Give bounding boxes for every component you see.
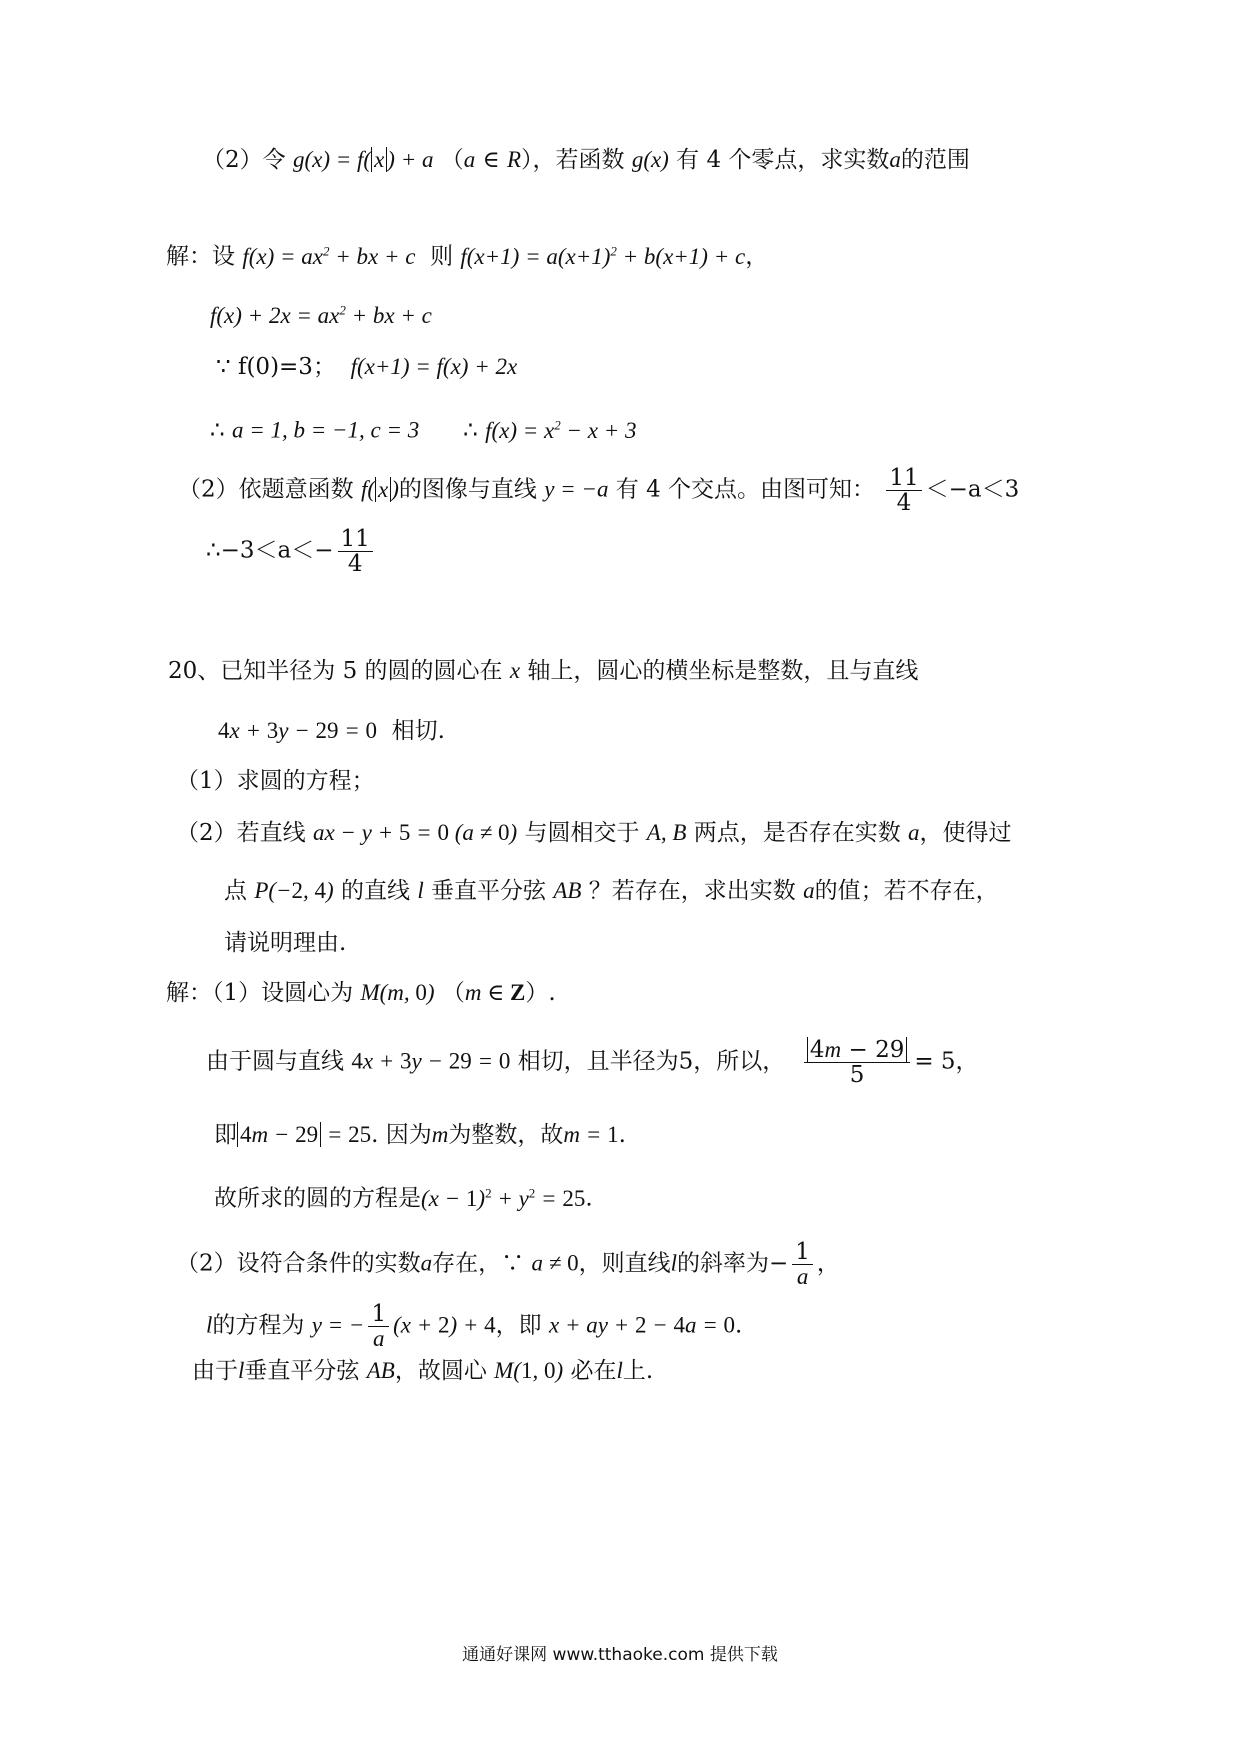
text: 的斜率为 xyxy=(676,1250,769,1277)
text: 有 4 个交点。由图可知： xyxy=(615,476,876,503)
math: x xyxy=(509,658,521,683)
text: 由于圆与直线 xyxy=(206,1048,344,1075)
math: = 5， xyxy=(914,1048,979,1075)
q19-part2-line xyxy=(202,145,970,175)
sol20-line-1 xyxy=(166,978,556,1008)
q20-part2-line-3 xyxy=(224,928,346,958)
math: $f(x) = x^2 - x + 3$ xyxy=(485,417,637,443)
math: P(−2, 4) xyxy=(254,878,334,903)
math: 4m − 29 = 25 xyxy=(237,1122,371,1147)
math: a xyxy=(420,1250,433,1276)
math: − xyxy=(768,1250,789,1277)
text: （2）设符合条件的实数 xyxy=(176,1250,421,1277)
text: （2）令 xyxy=(202,147,286,173)
text: 则 xyxy=(430,243,454,270)
text: 解：设 xyxy=(166,243,235,270)
sol20-abs-line: 即 4m − 29 = 25. 因为m为整数，故m = 1. xyxy=(214,1122,626,1148)
q20-part1 xyxy=(176,766,375,796)
text: 即 xyxy=(214,1122,237,1148)
text: ∴ xyxy=(210,417,225,444)
solution-conclusion xyxy=(206,527,377,576)
text: ，若函数 xyxy=(532,147,625,173)
sol20-tangent-line xyxy=(206,1038,979,1087)
text: 20、已知半径为 5 的圆的圆心在 xyxy=(168,658,503,684)
math: a ≠ 0 xyxy=(531,1250,579,1276)
text: ，故圆心 xyxy=(394,1358,487,1384)
math: g(x) = f( x ) + a xyxy=(292,147,434,172)
solution-line-4 xyxy=(210,410,636,446)
text: 的直线 xyxy=(341,878,411,904)
math: (x + 2) + 4 xyxy=(393,1312,496,1338)
math: m ∈ Z xyxy=(464,980,526,1005)
text: （2）依题意函数 xyxy=(178,476,354,503)
math: a = 1, b = −1, c = 3 xyxy=(231,417,420,443)
text: ？若存在，求出实数 xyxy=(588,878,796,904)
math: a xyxy=(908,820,920,845)
text: ，所以， xyxy=(693,1048,786,1075)
math: M(m, 0) xyxy=(360,980,435,1005)
math: M(1, 0) xyxy=(494,1358,564,1383)
math: AB xyxy=(553,878,582,903)
math: a xyxy=(889,147,901,172)
text: ，使得过 xyxy=(919,820,1012,846)
solution-line-2 xyxy=(210,295,432,331)
math: f(x+1) = f(x) + 2x xyxy=(350,354,518,379)
math: AB xyxy=(366,1358,395,1383)
text: 与圆相交于 xyxy=(524,820,640,846)
math: g(x) xyxy=(631,147,669,172)
solution-line-1: 解：设 $f(x) = ax^2$ + bx + c 则 $f(x+1) = a(x+1)^2 + b(x+1) + c$， xyxy=(166,243,769,270)
text: ＜−a＜3 xyxy=(925,476,1020,503)
text: 的方程为 xyxy=(212,1312,305,1339)
math: y = −a xyxy=(544,476,609,502)
text: （ xyxy=(441,980,465,1006)
math: 4x + 3y − 29 = 0 xyxy=(351,1048,511,1074)
text: 必在 xyxy=(570,1358,617,1384)
math: 5 xyxy=(678,1048,694,1075)
sol20-part2-line-1: （2）设符合条件的实数a存在，∵ a ≠ 0，则直线l的斜率为− $\frac{1}{a}$ ， xyxy=(176,1239,840,1290)
text: 轴上，圆心的横坐标是整数，且与直线 xyxy=(527,658,919,684)
math: 4x + 3y − 29 = 0 xyxy=(218,718,377,743)
math: x + ay + 2 − 4a = 0 xyxy=(548,1312,736,1338)
q20-part2-line-1 xyxy=(176,818,1012,848)
fraction: $\frac{1}{a}$ xyxy=(792,1240,813,1289)
q20-line-1 xyxy=(168,656,918,686)
fraction: $\frac{11}{4}$ xyxy=(886,466,921,515)
text: 相切. xyxy=(391,718,445,744)
text: . 因为 xyxy=(371,1122,432,1148)
text: 有 4 个零点，求实数 xyxy=(676,147,890,173)
text: 垂直平分弦 xyxy=(244,1358,360,1384)
text: ∵ f(0)=3； xyxy=(216,354,336,380)
text: 为整数，故 xyxy=(448,1122,564,1148)
fraction: $\frac{1}{a}$ xyxy=(368,1302,389,1351)
fraction: $\frac{11}{4}$ xyxy=(338,527,373,576)
sol20-perp-line xyxy=(192,1356,653,1386)
text: （2）若直线 xyxy=(176,820,306,846)
math: l xyxy=(417,878,424,903)
math: f( x ) xyxy=(360,476,399,502)
text: 故所求的圆的方程是 xyxy=(214,1185,421,1212)
math: y = − xyxy=(311,1312,365,1338)
solution-line-3 xyxy=(216,352,517,382)
text: ）. xyxy=(525,980,556,1006)
text: （1）求圆的方程； xyxy=(176,768,375,794)
text: ∴ xyxy=(463,417,478,444)
math: $f(x+1) = a(x+1)^2 + b(x+1) + c$ xyxy=(460,243,746,269)
text: ，即 xyxy=(495,1312,542,1339)
text: 解：（1）设圆心为 xyxy=(166,980,354,1006)
sol20-line-l-eq: l的方程为 y = − $\frac{1}{a}$ (x + 2) + 4，即 x + ay + 2 − 4a = 0. xyxy=(206,1301,743,1352)
text: ，则直线 xyxy=(578,1250,671,1277)
math: l xyxy=(670,1250,677,1276)
q20-part2-line-2 xyxy=(224,876,999,906)
page-footer: 通通好课网 www.tthaoke.com 提供下载 xyxy=(462,1645,778,1665)
text: 点 xyxy=(224,878,247,904)
math: m = 1 xyxy=(563,1122,619,1147)
math: ax − y + 5 = 0 (a ≠ 0) xyxy=(312,820,518,845)
text: 垂直平分弦 xyxy=(431,878,547,904)
text: 的范围 xyxy=(900,147,970,173)
math: l xyxy=(238,1358,245,1383)
math: a xyxy=(803,878,815,903)
q20-line-2 xyxy=(218,716,445,746)
math: $f(x) + 2x = ax^2$ + bx + c xyxy=(210,302,432,328)
math: l xyxy=(206,1312,213,1338)
math: A, B xyxy=(646,820,687,845)
text: 的值；若不存在， xyxy=(814,878,999,904)
text: 上. xyxy=(622,1358,654,1384)
math: $f(x) = ax^2$ + bx + c xyxy=(242,243,416,269)
solution-part2-line xyxy=(178,466,1019,515)
text: 的图像与直线 xyxy=(398,476,537,503)
text: 请说明理由. xyxy=(224,930,347,956)
text: 两点，是否存在实数 xyxy=(693,820,901,846)
fraction: $\frac{4m - 29}{5}$ xyxy=(804,1038,910,1087)
text: 由于 xyxy=(192,1358,238,1384)
math: l xyxy=(616,1358,623,1383)
text: 相切，且半径为 xyxy=(517,1048,679,1075)
math: m xyxy=(431,1122,449,1147)
text: 存在，∵ xyxy=(432,1250,525,1277)
text: ∴−3＜a＜− xyxy=(206,537,334,564)
sol20-circle-eq: 故所求的圆的方程是$(x - 1)^2 + y^2 = 25$. xyxy=(214,1185,593,1212)
math: （a ∈ R） xyxy=(440,147,533,173)
math: $(x - 1)^2 + y^2 = 25$ xyxy=(421,1185,586,1211)
